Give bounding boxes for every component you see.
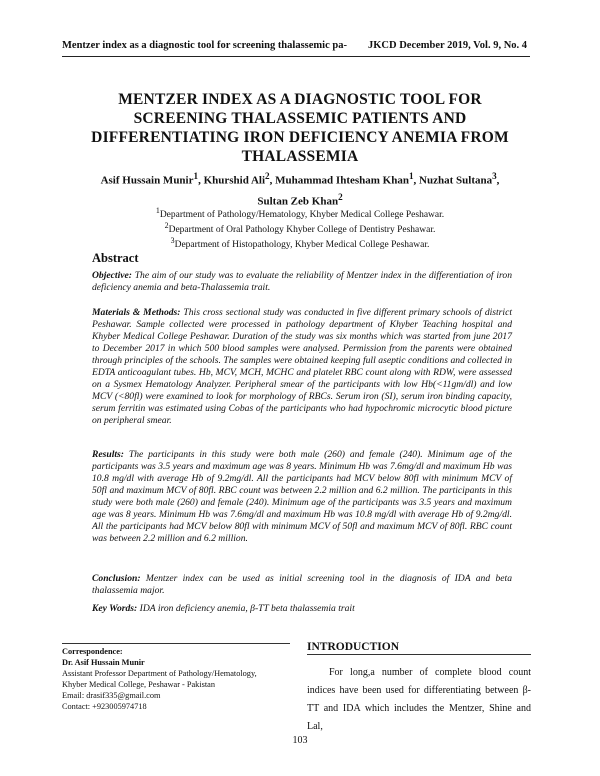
author-1: Asif Hussain Munir xyxy=(100,174,194,187)
correspondence-heading: Correspondence: xyxy=(62,647,123,656)
author-1-affil: 1 xyxy=(193,171,199,181)
correspondence-position: Assistant Professor Department of Pathology/Hematology, xyxy=(62,669,257,678)
correspondence-name: Dr. Asif Hussain Munir xyxy=(62,658,145,667)
correspondence-divider xyxy=(62,643,290,644)
affiliation-3-marker: 3 xyxy=(170,236,175,245)
author-5-affil: 2 xyxy=(338,191,343,202)
conclusion-label: Conclusion: xyxy=(92,573,141,584)
author-2-affil: 2 xyxy=(265,171,270,181)
objective-label: Objective: xyxy=(92,270,132,281)
affiliation-1 xyxy=(70,205,530,221)
conclusion-text: Mentzer index can be used as initial screening tool in the diagnosis of IDA and beta thalassemia major. xyxy=(92,573,512,596)
article-title: MENTZER INDEX AS A DIAGNOSTIC TOOL FOR SCREENING THALASSEMIC PATIENTS AND DIFFERENTIATING IRON DEFICIENCY ANEMIA FROM THALASSEMIA xyxy=(91,91,509,165)
correspondence-email: Email: drasif335@gmail.com xyxy=(62,691,161,700)
introduction-divider xyxy=(307,654,531,655)
affiliation-2-marker: 2 xyxy=(164,221,169,230)
author-3-affil: 1 xyxy=(408,171,414,181)
running-header-title: Mentzer index as a diagnostic tool for screening thalassemic pa- xyxy=(62,40,347,51)
author-list: Asif Hussain Munir$^1$, Khurshid Ali$^2$, Muhammad Ihtesham Khan$^1$, Nuzhat Sultana$^3$, Sultan Zeb Khan$^2$ xyxy=(100,171,500,208)
abstract-keywords xyxy=(92,603,512,615)
page-number: 103 xyxy=(292,735,308,746)
running-header-journal: JKCD December 2019, Vol. 9, No. 4 xyxy=(368,40,528,51)
introduction-text: For long,a number of complete blood count indices have been used for differentiating between β-TT and IDA which includes the Mentzer, Shine and Lal, xyxy=(307,667,531,732)
abstract-results xyxy=(92,449,512,545)
header-divider xyxy=(62,56,530,57)
author-2: Khurshid Ali xyxy=(203,174,266,187)
correspondence-contact: Contact: +923005974718 xyxy=(62,702,147,711)
abstract-conclusion xyxy=(92,573,512,597)
keywords-label: Key Words: xyxy=(92,603,138,614)
methods-text: This cross sectional study was conducted in five different primary schools of district Peshawar. Sample collected were processed in pathology department of Khyber Teaching hospital and Khyber Medical College Peshawar. Duration of the study was six months which was started from june 2017 to December 2017 in which 500 blood samples were analysed. Permission from the parents were obtained through principles of the schools. The samples were obtained keeping full aseptic conditions and collected in EDTA anticoagulant tubes. Hb, MCV, MCH, MCHC and platelet RBC count along with RDW, were assessed on a Sysmex Hematology Analyzer. Peripheral smear of the participants with low Hb(<11gm/dl) and low MCV (<80fl) were examined to look for morphology of RBCs. Serum iron (SI), serum iron binding capacity, serum ferritin was estimated using Cobas of the participants who had hypochromic microcytic blood picture on peripheral smear. xyxy=(92,307,512,426)
correspondence-institution: Khyber Medical College, Peshawar - Pakistan xyxy=(62,680,215,689)
affiliation-2 xyxy=(70,220,530,236)
abstract-methods xyxy=(92,307,512,427)
results-text: The participants in this study were both male (260) and female (240). Minimum age of the participants was 3.5 years and maximum age was 8 years. Minimum Hb was 7.6mg/dl and maximum Hb was 10.8 mg/dl with average Hb of 9.2mg/dl. All the participants had MCV below 80fl with minimum MCV of 50fl and maximum MCV of 80fl. RBC count was between 2.2 million and 6.2 million. The participants in this study were both male (260) and female (240). Minimum age of the participants was 3.5 years and maximum age was 8 years. Minimum Hb was 7.6mg/dl and maximum Hb was 10.8 mg/dl with average Hb of 9.2mg/dl. All the participants had MCV below 80fl with minimum MCV of 50fl and maximum MCV of 80fl. RBC count was between 2.2 million and 6.2 million. xyxy=(92,449,512,544)
affiliation-1-text: Department of Pathology/Hematology, Khyber Medical College Peshawar. xyxy=(159,210,445,221)
affiliation-2-text: Department of Oral Pathology Khyber College of Dentistry Peshawar. xyxy=(168,225,436,236)
correspondence-block xyxy=(62,646,302,712)
abstract-objective xyxy=(92,270,512,294)
results-label: Results: xyxy=(92,449,124,460)
keywords-text: IDA iron deficiency anemia, β-TT beta thalassemia trait xyxy=(139,603,355,614)
affiliation-3-text: Department of Histopathology, Khyber Medical College Peshawar. xyxy=(174,240,430,251)
affiliation-1-marker: 1 xyxy=(155,206,160,215)
author-4: Nuzhat Sultana xyxy=(419,174,493,187)
author-3: Muhammad Ihtesham Khan xyxy=(275,174,409,187)
introduction-heading: INTRODUCTION xyxy=(307,641,400,653)
objective-text: The aim of our study was to evaluate the reliability of Mentzer index in the differentiation of iron deficiency anemia and beta-Thalassemia trait. xyxy=(92,270,512,293)
author-5: Sultan Zeb Khan xyxy=(257,195,339,208)
author-4-affil: 3 xyxy=(492,171,497,181)
affiliation-3 xyxy=(70,235,530,251)
abstract-heading: Abstract xyxy=(92,251,139,265)
methods-label: Materials & Methods: xyxy=(92,307,181,318)
